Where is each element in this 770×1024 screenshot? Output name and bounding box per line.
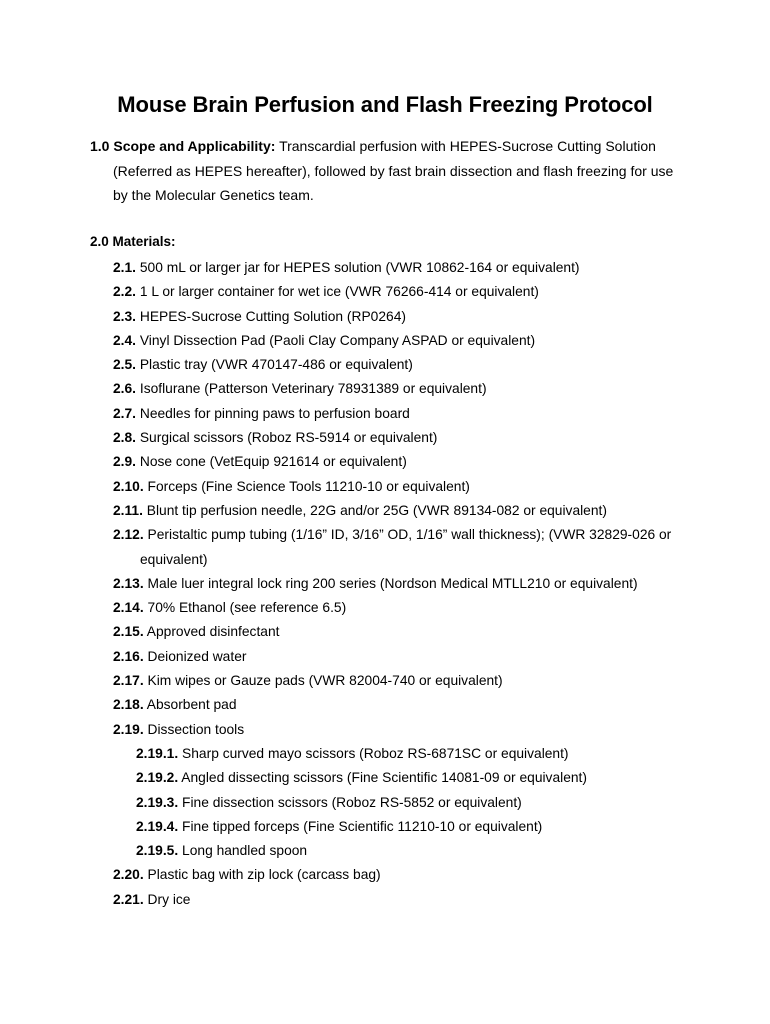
item-text: Sharp curved mayo scissors (Roboz RS-6871SC or equivalent) [182, 745, 569, 761]
item-text: Long handled spoon [182, 843, 308, 859]
list-item [0, 572, 770, 596]
item-text: Plastic tray (VWR 470147-486 or equivalent) [139, 357, 413, 373]
list-item [0, 402, 770, 426]
item-number: 2.19.3. [136, 794, 179, 810]
item-text: Dissection tools [147, 721, 245, 737]
item-number: 2.19.5. [136, 843, 179, 859]
item-number: 2.5. [113, 357, 137, 373]
list-item [0, 523, 770, 572]
item-number: 2.19.2. [136, 770, 179, 786]
list-item [0, 596, 770, 620]
scope-text: Transcardial perfusion with HEPES-Sucrose Cutting Solution [279, 138, 656, 154]
item-number: 2.20. [113, 867, 144, 883]
list-item [0, 499, 770, 523]
item-text: Deionized water [147, 648, 247, 664]
item-text: 70% Ethanol (see reference 6.5) [147, 600, 347, 616]
item-text: Kim wipes or Gauze pads (VWR 82004-740 or equivalent) [147, 673, 503, 689]
list-item [0, 620, 770, 644]
item-number: 2.12. [113, 527, 144, 543]
item-text: Nose cone (VetEquip 921614 or equivalent) [139, 454, 407, 470]
item-number: 2.2. [113, 284, 137, 300]
item-number: 2.10. [113, 478, 144, 494]
list-item [0, 280, 770, 304]
sub-list-item [0, 742, 770, 766]
item-number: 2.14. [113, 600, 144, 616]
item-text: Dry ice [147, 891, 191, 907]
item-text: Surgical scissors (Roboz RS-5914 or equivalent) [139, 430, 438, 446]
item-number: 2.4. [113, 332, 137, 348]
item-number: 2.11. [113, 502, 143, 518]
list-item [0, 718, 770, 742]
item-number: 2.17. [113, 673, 144, 689]
scope-line-1 [90, 134, 680, 159]
scope-line-2: (Referred as HEPES hereafter), followed by fast brain dissection and flash freezing for use [113, 162, 674, 179]
item-text: Male luer integral lock ring 200 series (Nordson Medical MTLL210 or equivalent) [147, 575, 638, 591]
item-number: 2.1. [113, 260, 137, 275]
list-item [0, 475, 770, 499]
list-item [0, 256, 770, 280]
item-text: Plastic bag with zip lock (carcass bag) [147, 867, 381, 883]
item-number: 2.13. [113, 575, 144, 591]
item-text: 1 L or larger container for wet ice (VWR 76266-414 or equivalent) [139, 284, 539, 300]
list-item [0, 377, 770, 401]
item-text: Needles for pinning paws to perfusion board [139, 405, 410, 421]
sub-list-item [0, 839, 770, 863]
item-text: Absorbent pad [146, 697, 237, 713]
scope-line-3: by the Molecular Genetics team. [113, 187, 314, 204]
list-item [0, 305, 770, 329]
list-item [0, 888, 770, 912]
item-number: 2.3. [113, 308, 137, 324]
list-item [0, 863, 770, 887]
list-item [0, 353, 770, 377]
item-number: 2.19. [113, 721, 144, 737]
item-number: 2.6. [113, 381, 137, 397]
item-number: 2.18. [113, 697, 144, 713]
list-item [0, 669, 770, 693]
item-text: Blunt tip perfusion needle, 22G and/or 25G (VWR 89134-082 or equivalent) [146, 502, 607, 518]
item-text-continued: equivalent) [140, 551, 208, 567]
item-text: Forceps (Fine Science Tools 11210-10 or equivalent) [147, 478, 470, 494]
page-title: Mouse Brain Perfusion and Flash Freezing Protocol [117, 92, 653, 117]
item-text: Vinyl Dissection Pad (Paoli Clay Company ASPAD or equivalent) [139, 332, 536, 348]
item-text: Peristaltic pump tubing (1/16” ID, 3/16” OD, 1/16” wall thickness); (VWR 32829-026 or [147, 527, 672, 543]
item-text: Angled dissecting scissors (Fine Scientific 14081-09 or equivalent) [181, 770, 587, 786]
list-item [0, 450, 770, 474]
item-text: Fine dissection scissors (Roboz RS-5852 or equivalent) [182, 794, 522, 810]
item-number: 2.21. [113, 891, 144, 907]
item-number: 2.8. [113, 430, 137, 446]
item-number: 2.7. [113, 405, 137, 421]
materials-heading: 2.0 Materials: [90, 234, 176, 249]
list-item [0, 329, 770, 353]
item-text: HEPES-Sucrose Cutting Solution (RP0264) [139, 308, 406, 324]
materials-list [0, 256, 770, 912]
item-text: Approved disinfectant [146, 624, 280, 640]
scope-number: 1.0 [90, 138, 110, 154]
scope-section [90, 134, 680, 208]
item-text: Isoflurane (Patterson Veterinary 78931389 or equivalent) [139, 381, 487, 397]
list-item [0, 426, 770, 450]
item-text: Fine tipped forceps (Fine Scientific 11210-10 or equivalent) [182, 818, 543, 834]
sub-list-item [0, 815, 770, 839]
scope-label: Scope and Applicability: [113, 138, 276, 154]
item-text: 500 mL or larger jar for HEPES solution (VWR 10862-164 or equivalent) [139, 260, 580, 275]
item-number: 2.19.1. [136, 745, 179, 761]
item-number: 2.16. [113, 648, 144, 664]
list-item [0, 693, 770, 717]
item-number: 2.19.4. [136, 818, 179, 834]
sub-list-item [0, 791, 770, 815]
sub-list-item [0, 766, 770, 790]
item-number: 2.15. [113, 624, 144, 640]
item-number: 2.9. [113, 454, 137, 470]
list-item [0, 645, 770, 669]
